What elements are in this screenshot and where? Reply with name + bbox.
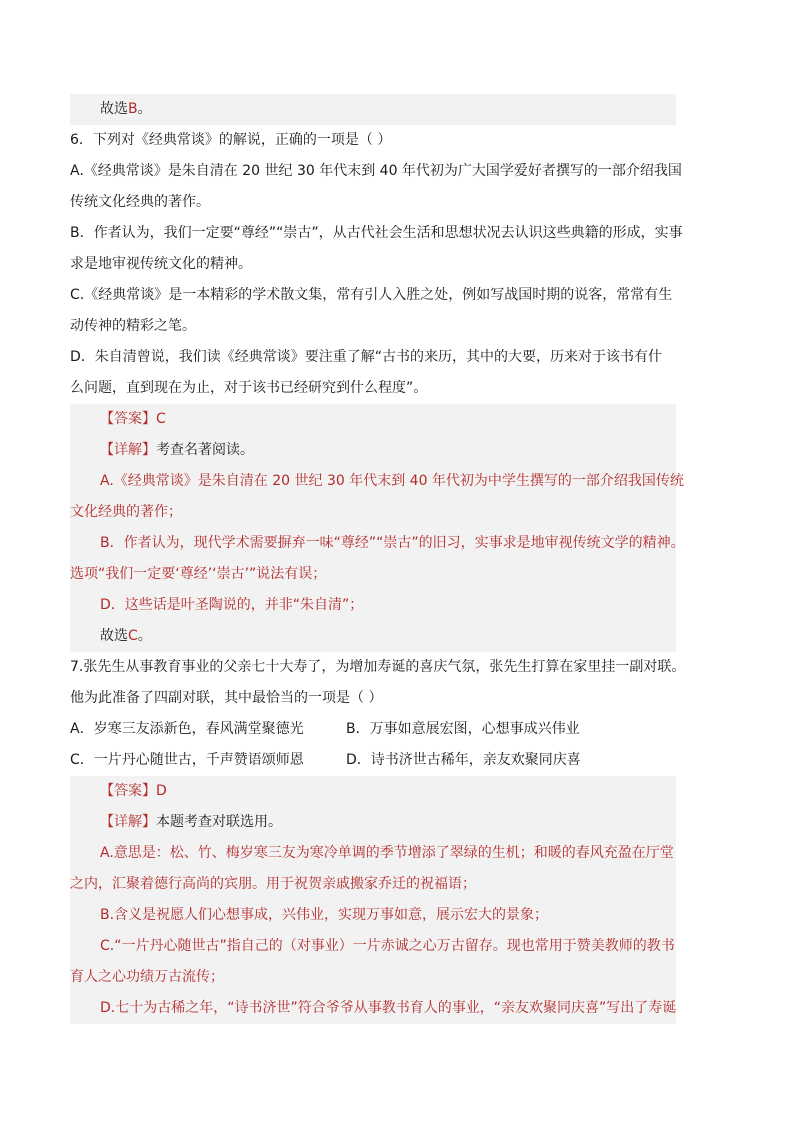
- q7-explain-a-line1: A.意思是：松、竹、梅岁寒三友为寒冷单调的季节增添了翠绿的生机；和暖的春风充盈在厅堂: [100, 845, 674, 861]
- q7-explain-d: D.七十为古稀之年，“诗书济世”符合爷爷从事教书育人的事业，“亲友欢聚同庆喜”写出了寿诞: [100, 1000, 677, 1016]
- q6-detail: 【详解】考查名著阅读。: [100, 442, 254, 458]
- q6-stem: 6．下列对《经典常谈》的解说，正确的一项是（ ）: [70, 132, 392, 148]
- q6-explain-b-line2: 选项“我们一定要‘尊经’‘崇古’”说法有误；: [70, 566, 327, 582]
- detail-label: 【详解】: [100, 814, 156, 830]
- q7-explain-c-line2: 育人之心功绩万古流传；: [70, 969, 224, 985]
- q7-option-c: C．一片丹心随世古，千声赞语颂师恩: [70, 752, 304, 768]
- q6-answer: [70, 404, 676, 435]
- q6-option-b-line2: 求是地审视传统文化的精神。: [70, 256, 252, 272]
- q6-explain-a-line2: 文化经典的著作；: [70, 504, 182, 520]
- answer-value: D: [156, 783, 167, 799]
- q7-answer-block: [70, 776, 676, 1024]
- detail-label: 【详解】: [100, 442, 156, 458]
- q7-stem-line1: 7.张先生从事教育事业的父亲七十大寿了，为增加寿诞的喜庆气氛，张先生打算在家里挂一副对联。: [70, 659, 686, 675]
- q7-detail: 【详解】本题考查对联选用。: [100, 814, 282, 830]
- q7-stem-line2: 他为此准备了四副对联，其中最恰当的一项是（ ）: [70, 690, 383, 706]
- q6-option-d-line2: 么问题，直到现在为止，对于该书已经研究到什么程度”。: [70, 380, 428, 396]
- q6-explain-b-line1: B．作者认为，现代学术需要摒弃一味“尊经”“崇古”的旧习，实事求是地审视传统文学的精神。: [100, 535, 685, 551]
- q6-conclusion: 故选C。: [100, 628, 152, 644]
- answer-label: 【答案】: [100, 411, 156, 427]
- q7-options-row1: [70, 714, 676, 745]
- q6-option-a-line1: A.《经典常谈》是朱自清在 20 世纪 30 年代末到 40 年代初为广大国学爱好者撰写的一部介绍我国: [70, 163, 682, 179]
- q6-option-b-line1: B．作者认为，我们一定要“尊经”“崇古”，从古代社会生活和思想状况去认识这些典籍的形成，实事: [70, 225, 683, 241]
- q6-option-d-line1: D．朱自清曾说，我们读《经典常谈》要注重了解“古书的来历，其中的大要，历来对于该书有什: [70, 349, 663, 365]
- q7-explain-b: B.含义是祝愿人们心想事成，兴伟业，实现万事如意，展示宏大的景象；: [100, 907, 549, 923]
- q7-explain-c-line1: C.“一片丹心随世古”指自己的（对事业）一片赤诚之心万古留存。现也常用于赞美教师的教书: [100, 938, 675, 954]
- answer-label: 【答案】: [100, 783, 156, 799]
- q6-explain-a-line1: A.《经典常谈》是朱自清在 20 世纪 30 年代末到 40 年代初为中学生撰写的一部介绍我国传统: [100, 473, 684, 489]
- q7-option-d: D．诗书济世古稀年，亲友欢聚同庆喜: [346, 752, 581, 768]
- document-page: [70, 94, 686, 1024]
- q7-option-a: A．岁寒三友添新色，春风满堂聚德光: [70, 721, 304, 737]
- answer-value: C: [156, 411, 166, 427]
- q7-options-row2: [70, 745, 676, 776]
- q7-answer: [70, 776, 676, 807]
- q6-option-c-line2: 动传神的精彩之笔。: [70, 318, 196, 334]
- q7-option-b: B．万事如意展宏图，心想事成兴伟业: [346, 721, 580, 737]
- q6-option-a-line2: 传统文化经典的著作。: [70, 194, 210, 210]
- q7-explain-a-line2: 之内，汇聚着德行高尚的宾朋。用于祝贺亲戚搬家乔迁的祝福语；: [70, 876, 476, 892]
- q6-option-c-line1: C.《经典常谈》是一本精彩的学术散文集，常有引人入胜之处，例如写战国时期的说客，常常有生: [70, 287, 673, 303]
- prev-conclusion: 故选B。: [70, 94, 676, 125]
- q6-answer-block: [70, 404, 685, 652]
- q6-explain-d: D．这些话是叶圣陶说的，并非“朱自清”；: [100, 597, 364, 613]
